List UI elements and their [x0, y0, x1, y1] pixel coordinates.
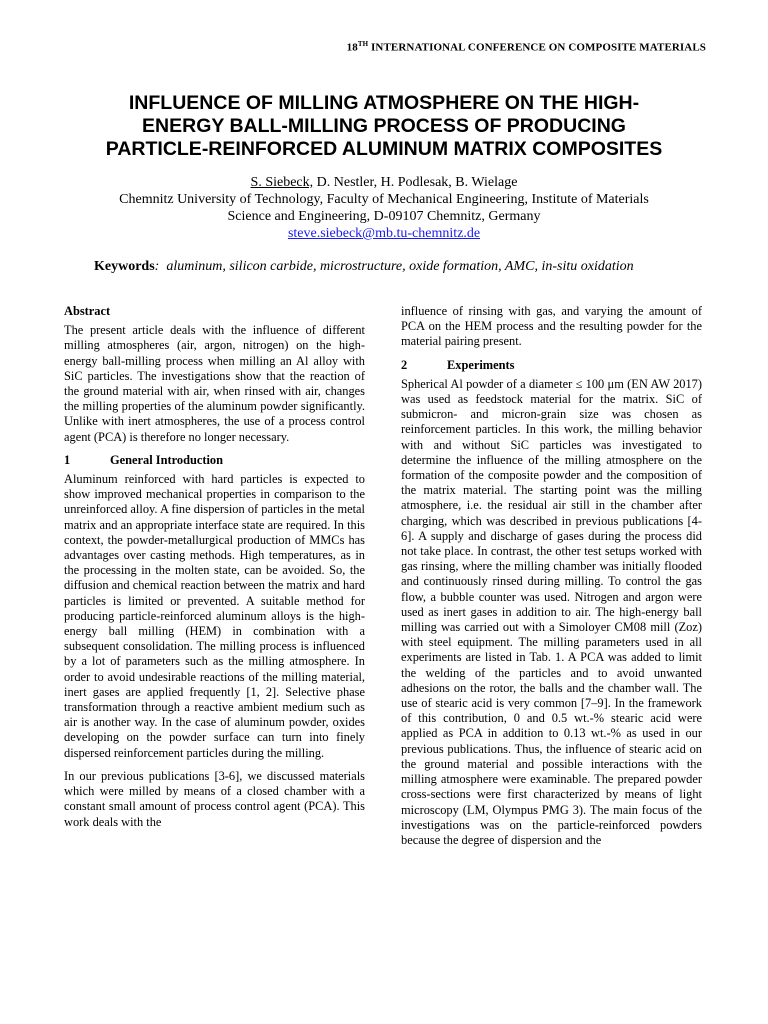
title-line-3: PARTICLE-REINFORCED ALUMINUM MATRIX COMPOSITES — [105, 138, 663, 160]
conference-name: INTERNATIONAL CONFERENCE ON COMPOSITE MATERIALS — [368, 41, 706, 54]
right-column — [401, 304, 702, 856]
section-2-number: 2 — [401, 357, 408, 372]
keywords-colon: : — [154, 259, 160, 274]
section-2-paragraph-1: Spherical Al powder of a diameter ≤ 100 μm (EN AW 2017) was used as feedstock material for the matrix. SiC of submicron- and micron-grain size was chosen as reinforcement particles. In this work, the milling behavior with and without SiC particles was investigated to determine the influence of the milling atmosphere on the formation of the composite powder and the composition of the matrix material. The starting point was the milling atmosphere, i.e. the residual air still in the chamber after charging, which was described in previous publications [4-6]. A supply and discharge of gases during the process did not take place. In contrast, the other test setups worked with gas rinsing, where the milling chamber was initially flooded and continuously rinsed during milling. To control the gas flow, a bubble counter was used. Nitrogen and argon were used as inert gases in addition to air. The high-energy ball milling was carried out with a Simoloyer CM08 mill (Zoz) with steel equipment. The milling parameters used in all experiments are listed in Tab. 1. A PCA was added to limit the welding of the particles and to avoid unwanted adhesions on the rotor, the balls and the chamber wall. The use of stearic acid is very common [7–9]. In the framework of this contribution, 0 and 0.5 wt.-% stearic acid were applied as PCA in addition to 0.13 wt.-% as used in our previous publications. Thus, the influence of stearic acid on the ground material and possible interactions with the milling atmosphere were examinable. The prepared powder cross-sections were first characterized by means of light microscopy (LM, Olympus PMG 3). The main focus of the investigations was on the particle-reinforced powders because the degree of dispersion and the — [401, 376, 702, 847]
section-1-paragraph-2: In our previous publications [3-6], we discussed materials which were milled by means of a closed chamber with a constant small amount of process control agent (PCA). This work deals with the — [64, 768, 365, 829]
author-list — [64, 174, 704, 191]
affiliation-line-2: Science and Engineering, D-09107 Chemnitz, Germany — [227, 209, 541, 224]
section-1-title: General Introduction — [110, 452, 224, 467]
running-header — [347, 40, 706, 54]
keywords-label: Keywords — [94, 259, 155, 274]
left-column — [64, 304, 365, 838]
conference-number: 18 — [346, 41, 358, 54]
first-author: S. Siebeck, — [250, 175, 314, 190]
abstract-text: The present article deals with the influence of different milling atmospheres (air, argon, nitrogen) on the high-energy ball-milling process when milling an Al alloy with SiC particles. The investigations show that the reaction of the ground material with air, when rinsed with air, changes the milling properties of the aluminum powder significantly. Unlike with inert atmospheres, the use of a process control agent (PCA) is therefore no longer necessary. — [64, 323, 365, 444]
section-1-paragraph-1: Aluminum reinforced with hard particles is expected to show improved mechanical properties in comparison to the unreinforced alloy. A fine dispersion of particles in the metal matrix and an appropriate interface state are required. In this context, the powder-metallurgical production of MMCs has advantages over casting methods. High temperatures, as in the processing in the molten state, can be avoided. So, the diffusion and chemical reaction between the matrix and hard particles is limited or prevented. A suitable method for producing particle-reinforced aluminum alloys is the high-energy ball milling (HEM) in combination with a subsequent consolidation. The milling process is influenced by a lot of parameters such as the milling atmosphere. In order to avoid undesirable reactions of the milling material, inert gases are applied frequently [1, 2]. Selective phase transformation through a reactive ambient medium such as air is another way. In the case of aluminum powder, oxides developing on the powder surface can turn into finely dispersed reinforcement particles during the milling. — [64, 472, 365, 760]
continued-paragraph: influence of rinsing with gas, and varying the amount of PCA on the HEM process and the resulting powder for the material pairing present. — [401, 304, 702, 349]
paper-title — [64, 92, 704, 161]
keywords-text: aluminum, silicon carbide, microstructure, oxide formation, AMC, in-situ oxidation — [166, 259, 634, 274]
title-line-2: ENERGY BALL-MILLING PROCESS OF PRODUCING — [142, 115, 626, 137]
conference-ordinal: TH — [357, 40, 369, 48]
section-1-heading — [64, 453, 365, 468]
section-2-title: Experiments — [447, 357, 515, 372]
author-email-link[interactable]: steve.siebeck@mb.tu-chemnitz.de — [287, 226, 481, 241]
section-1-number: 1 — [64, 452, 71, 467]
affiliation-line-1: Chemnitz University of Technology, Faculty of Mechanical Engineering, Institute of Materials — [119, 192, 649, 207]
authors-block — [64, 174, 704, 242]
keywords-line — [94, 259, 634, 275]
title-block — [64, 92, 704, 161]
section-2-heading — [401, 358, 702, 373]
abstract-heading: Abstract — [64, 304, 111, 318]
other-authors: D. Nestler, H. Podlesak, B. Wielage — [313, 175, 518, 190]
title-line-1: INFLUENCE OF MILLING ATMOSPHERE ON THE HIGH- — [128, 92, 640, 114]
